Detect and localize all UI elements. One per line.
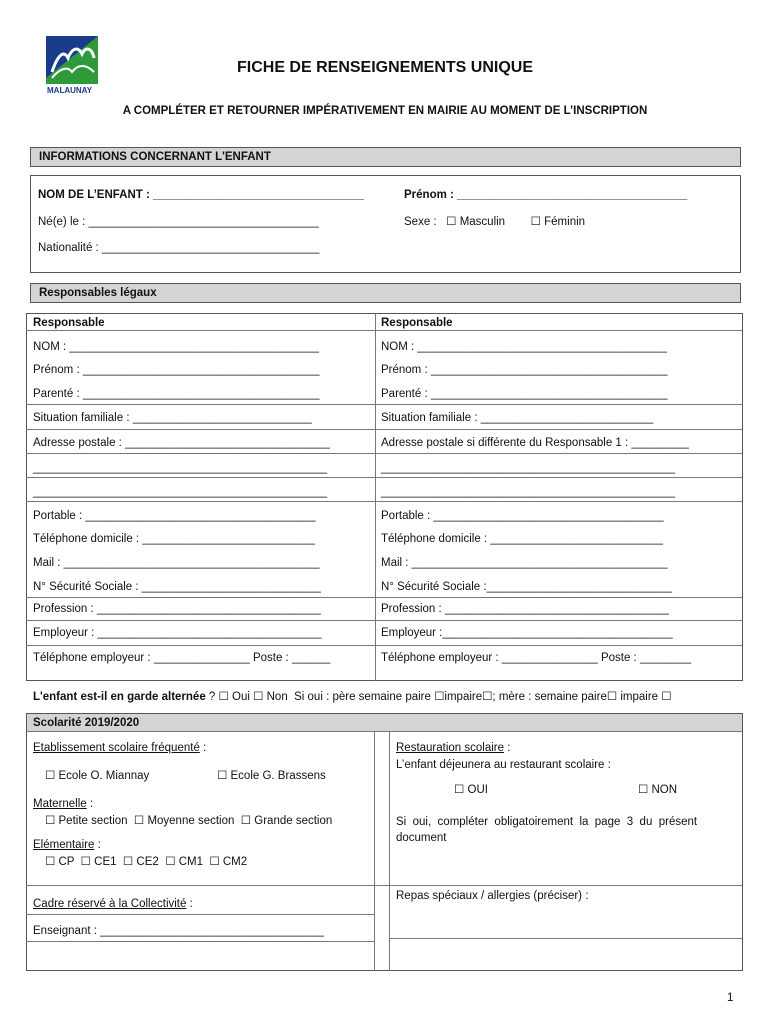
scolarite-divider xyxy=(389,731,390,971)
row-line xyxy=(26,731,743,732)
elementaire-title: Elémentaire xyxy=(33,839,95,851)
responsables-divider xyxy=(375,313,376,681)
page-number: 1 xyxy=(727,992,734,1004)
row-line xyxy=(26,914,374,915)
garde-alternee-options[interactable]: ? ☐ Oui ☐ Non Si oui : père semaine paire ☐impaire☐; mère : semaine paire☐ impaire ☐ xyxy=(205,691,672,703)
row-line xyxy=(26,477,743,478)
responsables-section-header: Responsables légaux xyxy=(30,283,741,303)
enfant-nom-field[interactable]: NOM DE L’ENFANT : _________________________________ xyxy=(38,189,365,201)
dejeune-question: L’enfant déjeunera au restaurant scolaire : xyxy=(396,759,611,771)
maternelle-title: Maternelle xyxy=(33,798,87,810)
maternelle-options[interactable]: ☐ Petite section ☐ Moyenne section ☐ Grande section xyxy=(45,815,333,827)
responsable1-situation[interactable]: Situation familiale : ____________________________ xyxy=(33,412,312,424)
enfant-nationalite-field[interactable]: Nationalité : __________________________________ xyxy=(38,242,320,254)
row-line xyxy=(26,645,743,646)
row-line xyxy=(26,941,374,942)
etablissement-suffix: : xyxy=(199,742,207,754)
responsable2-tel-employeur[interactable]: Téléphone employeur : _______________ Poste : ________ xyxy=(381,652,692,664)
si-oui-note: Si oui, compléter obligatoirement la page 3 du présent xyxy=(396,816,698,828)
restauration-oui-checkbox[interactable]: ☐ OUI xyxy=(454,784,488,796)
elementaire-options[interactable]: ☐ CP ☐ CE1 ☐ CE2 ☐ CM1 ☐ CM2 xyxy=(45,856,248,868)
row-line xyxy=(26,501,743,502)
scolarite-section-header: Scolarité 2019/2020 xyxy=(33,717,140,729)
responsable1-adresse-line3[interactable]: ______________________________________________ xyxy=(33,486,328,498)
responsable2-prenom[interactable]: Prénom : _____________________________________ xyxy=(381,364,668,376)
row-line xyxy=(389,938,743,939)
enfant-sexe-field[interactable]: Sexe : ☐ Masculin ☐ Féminin xyxy=(404,216,586,228)
responsable1-profession[interactable]: Profession : ___________________________________ xyxy=(33,603,321,615)
row-line xyxy=(26,597,743,598)
enfant-naissance-field[interactable]: Né(e) le : ____________________________________ xyxy=(38,216,319,228)
logo-text: MALAUNAY xyxy=(47,86,93,95)
etablissement-label xyxy=(33,741,206,755)
responsable1-secu[interactable]: N° Sécurité Sociale : ____________________________ xyxy=(33,581,321,593)
responsable2-nom[interactable]: NOM : _______________________________________ xyxy=(381,341,667,353)
responsable1-nom[interactable]: NOM : _______________________________________ xyxy=(33,341,319,353)
responsable2-adresse-line3[interactable]: ______________________________________________ xyxy=(381,486,676,498)
restauration-non-checkbox[interactable]: ☐ NON xyxy=(638,784,678,796)
restauration-title: Restauration scolaire xyxy=(396,742,505,754)
responsable1-header: Responsable xyxy=(33,317,105,329)
responsable2-adresse-line2[interactable]: ______________________________________________ xyxy=(381,462,676,474)
page-title: FICHE DE RENSEIGNEMENTS UNIQUE xyxy=(236,59,534,76)
garde-alternee-question[interactable] xyxy=(33,690,672,704)
enseignant-field[interactable]: Enseignant : ___________________________________ xyxy=(33,925,324,937)
row-line xyxy=(26,885,743,886)
row-line xyxy=(26,404,743,405)
responsable1-parente[interactable]: Parenté : _____________________________________ xyxy=(33,388,320,400)
enfant-section-header: INFORMATIONS CONCERNANT L'ENFANT xyxy=(30,147,741,167)
scolarite-divider xyxy=(374,731,375,971)
responsable2-employeur[interactable]: Employeur :____________________________________ xyxy=(381,627,673,639)
responsable2-parente[interactable]: Parenté : _____________________________________ xyxy=(381,388,668,400)
maternelle-suffix: : xyxy=(86,798,94,810)
elementaire-suffix: : xyxy=(94,839,101,851)
elementaire-label xyxy=(33,838,101,852)
si-oui-note-line2: document xyxy=(396,832,447,844)
responsable2-telephone[interactable]: Téléphone domicile : ___________________________ xyxy=(381,533,663,545)
responsable1-portable[interactable]: Portable : ____________________________________ xyxy=(33,510,316,522)
cadre-collectivite-label xyxy=(33,897,193,911)
garde-alternee-label: L'enfant est-il en garde alternée xyxy=(33,691,206,703)
row-line xyxy=(26,453,743,454)
row-line xyxy=(26,330,743,331)
responsable2-portable[interactable]: Portable : ____________________________________ xyxy=(381,510,664,522)
row-line xyxy=(26,429,743,430)
responsable1-tel-employeur[interactable]: Téléphone employeur : _______________ Poste : ______ xyxy=(33,652,331,664)
responsable1-telephone[interactable]: Téléphone domicile : ___________________________ xyxy=(33,533,315,545)
responsable1-adresse[interactable]: Adresse postale : ________________________________ xyxy=(33,437,330,449)
maternelle-label xyxy=(33,797,93,811)
responsable1-employeur[interactable]: Employeur : ___________________________________ xyxy=(33,627,322,639)
ecole-miannay-checkbox[interactable]: ☐ Ecole O. Miannay xyxy=(45,770,150,782)
restauration-label xyxy=(396,741,510,755)
restauration-suffix: : xyxy=(504,742,511,754)
enfant-prenom-field[interactable]: Prénom : ____________________________________ xyxy=(404,189,688,201)
page-subtitle: A COMPLÉTER ET RETOURNER IMPÉRATIVEMENT EN MAIRIE AU MOMENT DE L’INSCRIPTION xyxy=(122,105,648,117)
responsable2-adresse[interactable]: Adresse postale si différente du Responsable 1 : _________ xyxy=(381,437,689,449)
etablissement-title: Etablissement scolaire fréquenté xyxy=(33,742,200,754)
responsable2-mail[interactable]: Mail : ________________________________________ xyxy=(381,557,668,569)
responsable1-adresse-line2[interactable]: ______________________________________________ xyxy=(33,462,328,474)
responsable1-prenom[interactable]: Prénom : _____________________________________ xyxy=(33,364,320,376)
repas-speciaux-field[interactable]: Repas spéciaux / allergies (préciser) : xyxy=(396,890,589,902)
row-line xyxy=(26,620,743,621)
responsable1-mail[interactable]: Mail : ________________________________________ xyxy=(33,557,320,569)
responsable2-situation[interactable]: Situation familiale : ___________________________ xyxy=(381,412,654,424)
responsable2-secu[interactable]: N° Sécurité Sociale :_____________________________ xyxy=(381,581,673,593)
cadre-suffix: : xyxy=(186,898,193,910)
responsable2-header: Responsable xyxy=(381,317,453,329)
cadre-title: Cadre réservé à la Collectivité xyxy=(33,898,187,910)
ecole-brassens-checkbox[interactable]: ☐ Ecole G. Brassens xyxy=(217,770,326,782)
responsable2-profession[interactable]: Profession : ___________________________________ xyxy=(381,603,669,615)
